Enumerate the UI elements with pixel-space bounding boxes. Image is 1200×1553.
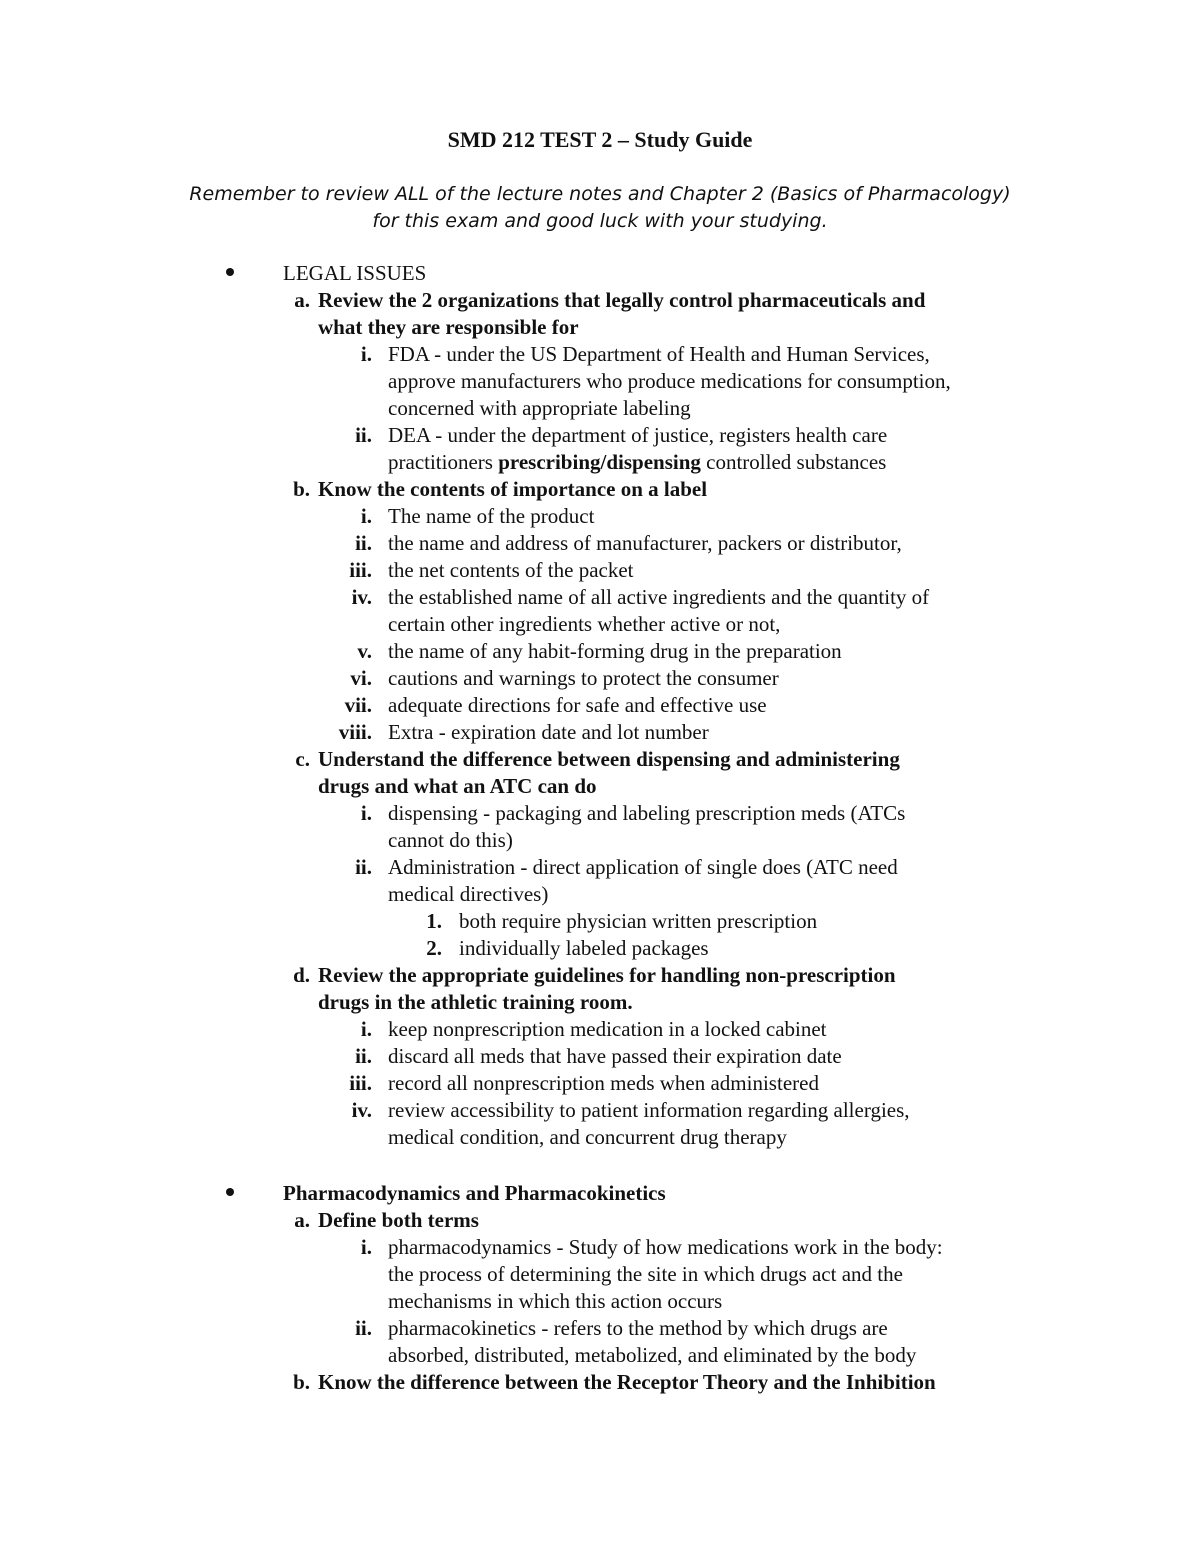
list-item-text: the net contents of the packet [388,558,634,582]
list-item-text: keep nonprescription medication in a locked cabinet [388,1017,827,1041]
list-marker: vii. [344,693,372,717]
list-marker: iii. [349,1071,372,1095]
list-item-text: Administration - direct application of single does (ATC need [388,855,898,879]
page-title: SMD 212 TEST 2 – Study Guide [447,127,753,152]
list-item-text: concerned with appropriate labeling [388,396,691,420]
list-marker: ii. [355,1044,372,1068]
text-run: controlled substances [700,450,887,474]
list-item-text [388,449,886,476]
item-a-line-2: what they are responsible for [318,315,579,339]
list-item-text: pharmacodynamics - Study of how medications work in the body: [388,1235,943,1259]
list-marker: 1. [426,909,442,933]
list-marker: ii. [355,855,372,879]
list-item-text: discard all meds that have passed their expiration date [388,1044,842,1068]
list-marker: v. [357,639,372,663]
intro-line-2: for this exam and good luck with your studying. [372,210,828,232]
list-item-text: the name of any habit-forming drug in the preparation [388,639,842,663]
list-marker: a. [294,1208,310,1232]
list-marker: b. [293,1370,310,1394]
item-c-line-1: Understand the difference between dispensing and administering [318,747,900,771]
intro-note [0,181,1200,235]
item-a-line-1: Review the 2 organizations that legally control pharmaceuticals and [318,288,926,312]
list-marker: i. [360,342,372,366]
list-item-text: both require physician written prescription [459,909,818,933]
list-marker: i. [360,801,372,825]
list-item-text: FDA - under the US Department of Health and Human Services, [388,342,930,366]
item-d-line-2: drugs in the athletic training room. [318,990,633,1014]
item-c-line-2: drugs and what an ATC can do [318,774,597,798]
list-item-text: The name of the product [388,504,595,528]
list-item-text: medical condition, and concurrent drug therapy [388,1125,787,1149]
text-run: practitioners [388,450,499,474]
bullet-icon [226,1188,234,1196]
list-item-text: absorbed, distributed, metabolized, and eliminated by the body [388,1343,917,1367]
bold-text-run: prescribing/dispensing [498,450,701,474]
list-marker: iv. [351,1098,372,1122]
list-marker: ii. [355,531,372,555]
list-item-text: pharmacokinetics - refers to the method by which drugs are [388,1316,888,1340]
list-item-text: approve manufacturers who produce medications for consumption, [388,369,951,393]
list-marker: ii. [355,1316,372,1340]
list-marker: viii. [338,720,372,744]
list-marker: 2. [426,936,442,960]
list-item-text: mechanisms in which this action occurs [388,1289,723,1313]
list-marker: i. [360,1017,372,1041]
list-marker: b. [293,477,310,501]
list-item-text: the process of determining the site in which drugs act and the [388,1262,903,1286]
section-heading-pharmacodynamics: Pharmacodynamics and Pharmacokinetics [283,1181,666,1205]
list-marker: iv. [351,585,372,609]
list-item-text: the established name of all active ingredients and the quantity of [388,585,930,609]
list-marker: ii. [355,423,372,447]
list-marker: vi. [350,666,372,690]
item-b-line-1: Know the difference between the Receptor Theory and the Inhibition [318,1370,936,1394]
list-item-text: cannot do this) [388,828,513,852]
list-item-text: review accessibility to patient information regarding allergies, [388,1098,910,1122]
list-item-text: the name and address of manufacturer, packers or distributor, [388,531,902,555]
list-item-text: dispensing - packaging and labeling prescription meds (ATCs [388,801,906,825]
list-item-text: individually labeled packages [459,936,709,960]
list-marker: c. [295,747,310,771]
bullet-icon [226,268,234,276]
list-item-text: medical directives) [388,882,549,906]
item-d-line-1: Review the appropriate guidelines for handling non-prescription [318,963,896,987]
intro-line-1: Remember to review ALL of the lecture notes and Chapter 2 (Basics of Pharmacology) [189,183,1011,205]
list-item-text: cautions and warnings to protect the consumer [388,666,779,690]
list-item-text: record all nonprescription meds when administered [388,1071,819,1095]
list-marker: d. [293,963,310,987]
list-item-text: certain other ingredients whether active or not, [388,612,781,636]
item-b-line-1: Know the contents of importance on a label [318,477,708,501]
list-item-text: DEA - under the department of justice, registers health care [388,423,888,447]
list-item-text: adequate directions for safe and effective use [388,693,767,717]
list-marker: iii. [349,558,372,582]
list-marker: a. [294,288,310,312]
list-item-text: Extra - expiration date and lot number [388,720,709,744]
item-a-line-1: Define both terms [318,1208,479,1232]
list-marker: i. [360,1235,372,1259]
section-heading-legal-issues: LEGAL ISSUES [283,261,427,285]
list-marker: i. [360,504,372,528]
